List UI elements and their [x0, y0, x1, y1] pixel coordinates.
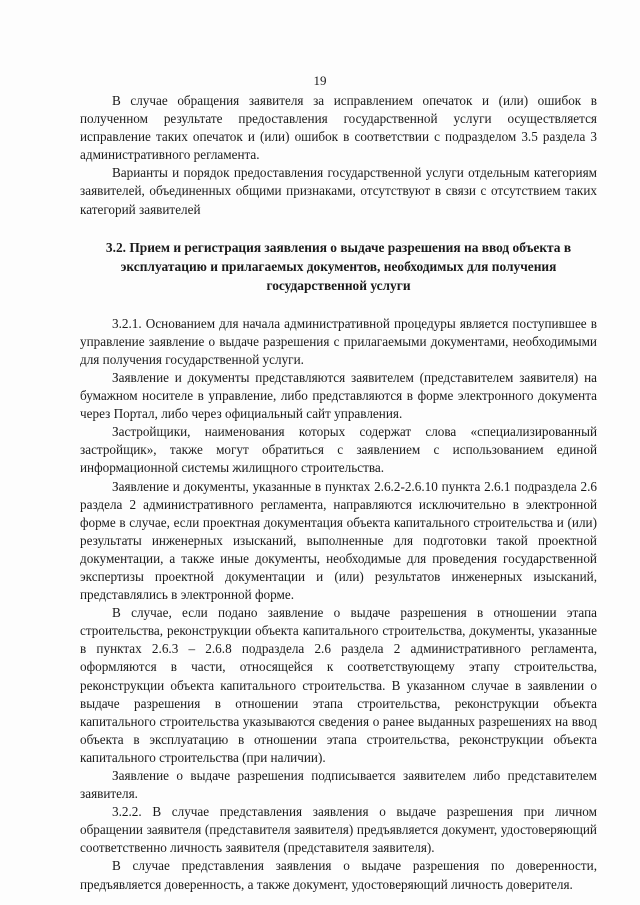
body-paragraph: Заявление и документы, указанные в пунктах 2.6.2-2.6.10 пункта 2.6.1 подраздела 2.6 раздела 2 административного регламента, направляются исключительно в электронной форме в случае, если проектная документация объекта капитального строительства и (или) результаты инженерных изысканий, выполненные для подготовки такой проектной документации, а также иные документы, необходимые для проведения государственной экспертизы проектной документации и (или) результатов инженерных изысканий, представлялись в электронной форме. [80, 478, 597, 603]
body-paragraph: 3.2.2. В случае представления заявления о выдаче разрешения при личном обращении заявителя (представителя заявителя) предъявляется документ, удостоверяющий соответственно личность заявителя (представителя заявителя). [80, 804, 597, 856]
intro-paragraph: В случае обращения заявителя за исправлением опечаток и (или) ошибок в полученном результате предоставления государственной услуги осуществляется исправление таких опечаток и (или) ошибок в соответствии с подразделом 3.5 раздела 3 административного регламента. [80, 93, 597, 163]
intro-paragraph: Варианты и порядок предоставления государственной услуги отдельным категориям заявителей, объединенных общими признаками, отсутствуют в связи с отсутствием таких категорий заявителей [80, 165, 597, 217]
document-content [80, 92, 597, 894]
page-number: 19 [313, 73, 327, 88]
body-paragraph: Застройщики, наименования которых содержат слова «специализированный застройщик», также могут обратиться с заявлением с использованием единой информационной системы жилищного строительства. [80, 424, 597, 476]
body-paragraph: Заявление и документы представляются заявителем (представителем заявителя) на бумажном носителе в управление, либо представляются в форме электронного документа через Портал, либо через официальный сайт управления. [80, 369, 597, 422]
body-paragraph: Заявление о выдаче разрешения подписывается заявителем либо представителем заявителя. [80, 768, 597, 802]
section-heading: 3.2. Прием и регистрация заявления о выдаче разрешения на ввод объекта в эксплуатацию и прилагаемых документов, необходимых для получения государственной услуги [105, 239, 572, 293]
body-paragraph: В случае, если подано заявление о выдаче разрешения в отношении этапа строительства, реконструкции объекта капитального строительства, документы, указанные в пунктах 2.6.3 – 2.6.8 подраздела 2.6 раздела 2 административного регламента, оформляются в части, относящейся к соответствующему этапу строительства, реконструкции объекта капитального строительства. В указанном случае в заявлении о выдаче разрешения в отношении этапа строительства, реконструкции объекта капитального строительства указываются сведения о ранее выданных разрешениях на ввод объекта в эксплуатацию в отношении этапа строительства, реконструкции объекта капитального строительства (при наличии). [80, 605, 597, 765]
body-paragraph: В случае представления заявления о выдаче разрешения по доверенности, предъявляется доверенность, а также документ, удостоверяющий личность доверителя. [80, 858, 597, 892]
body-paragraph: 3.2.1. Основанием для начала административной процедуры является поступившее в управление заявление о выдаче разрешения с прилагаемыми документами, необходимыми для получения государственной услуги. [80, 315, 597, 367]
